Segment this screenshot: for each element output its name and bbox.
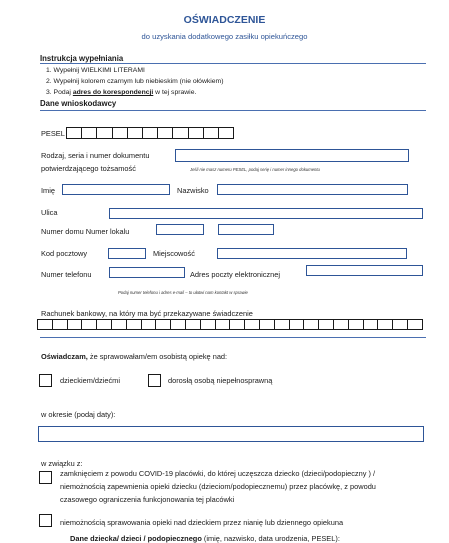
house-number-input[interactable] [156, 224, 204, 235]
instruction-item-2: 2. Wypełnij kolorem czarnym lub niebieskim (nie ołówkiem) [46, 78, 224, 85]
pesel-digit-cell[interactable] [188, 127, 204, 139]
pesel-digit-cell[interactable] [96, 127, 112, 139]
street-input[interactable] [109, 208, 423, 219]
reason-closure-checkbox[interactable] [39, 471, 52, 484]
bank-digit-cell[interactable] [185, 319, 201, 330]
street-label: Ulica [41, 208, 58, 217]
document-label-line2: potwierdzającego tożsamość [41, 164, 136, 173]
reason-nanny-text: niemożnością sprawowania opieki nad dzieckiem przez nianię lub dziennego opiekuna [60, 518, 344, 527]
bank-digit-cell[interactable] [81, 319, 97, 330]
email-label: Adres poczty elektronicznej [190, 270, 280, 279]
pesel-label: PESEL [41, 129, 65, 138]
phone-label: Numer telefonu [41, 270, 92, 279]
phone-input[interactable] [109, 267, 185, 278]
pesel-digit-cell[interactable] [81, 127, 97, 139]
bank-digit-cell[interactable] [37, 319, 53, 330]
period-label: w okresie (podaj daty): [41, 410, 116, 419]
bank-digit-cell[interactable] [67, 319, 83, 330]
bank-digit-cell[interactable] [333, 319, 349, 330]
reason-closure-text: zamknięciem z powodu COVID-19 placówki, do której uczęszcza dziecko (dzieci/podopieczny ) / [60, 469, 376, 478]
reason-label: w związku z: [41, 459, 83, 468]
last-name-label: Nazwisko [177, 186, 209, 195]
children-checkbox[interactable] [39, 374, 52, 387]
bank-digit-cell[interactable] [96, 319, 112, 330]
pesel-digit-cell[interactable] [203, 127, 219, 139]
reason-closure-text-line2: niemożnością zapewnienia opieki dziecku (dzieciom/podopiecznemu) przez placówkę, z powodu [60, 482, 376, 491]
pesel-digit-cell[interactable] [172, 127, 188, 139]
form-title: OŚWIADCZENIE [183, 14, 266, 26]
adult-checkbox[interactable] [148, 374, 161, 387]
bank-digit-cell[interactable] [170, 319, 186, 330]
contact-hint: Podaj numer telefonu i adres e-mail – to ułatwi nam kontakt w sprawie [118, 290, 248, 295]
adult-option-label: dorosłą osobą niepełnosprawną [168, 376, 273, 385]
email-input[interactable] [306, 265, 423, 276]
bank-digit-cell[interactable] [303, 319, 319, 330]
form-subtitle: do uzyskania dodatkowego zasiłku opiekuńczego [141, 32, 308, 41]
reason-nanny-checkbox[interactable] [39, 514, 52, 527]
declaration-lead: Oświadczam, że sprawowałam/em osobistą opiekę nad: [41, 352, 228, 361]
postal-code-input[interactable] [108, 248, 146, 259]
pesel-digit-cell[interactable] [66, 127, 82, 139]
bank-digit-cell[interactable] [200, 319, 216, 330]
bank-digit-cell[interactable] [363, 319, 379, 330]
bank-digit-cell[interactable] [407, 319, 423, 330]
postal-code-label: Kod pocztowy [41, 249, 88, 258]
bank-digit-cell[interactable] [141, 319, 157, 330]
first-name-input[interactable] [62, 184, 170, 195]
bank-digit-cell[interactable] [318, 319, 334, 330]
bank-digit-cell[interactable] [392, 319, 408, 330]
bank-digit-cell[interactable] [215, 319, 231, 330]
bank-digit-cell[interactable] [229, 319, 245, 330]
city-label: Miejscowość [153, 249, 195, 258]
pesel-digit-cell[interactable] [127, 127, 143, 139]
city-input[interactable] [217, 248, 407, 259]
document-input[interactable] [175, 149, 409, 162]
bank-digit-cell[interactable] [155, 319, 171, 330]
pesel-digit-cell[interactable] [112, 127, 128, 139]
bank-digit-cell[interactable] [259, 319, 275, 330]
instruction-item-1: 1. Wypełnij WIELKIMI LITERAMI [46, 67, 145, 74]
divider [40, 63, 426, 64]
bank-digit-cell[interactable] [348, 319, 364, 330]
first-name-label: Imię [41, 186, 55, 195]
bank-digit-cell[interactable] [377, 319, 393, 330]
house-flat-label: Numer domu Numer lokalu [41, 227, 130, 236]
document-label: Rodzaj, seria i numer dokumentu [41, 151, 150, 160]
flat-number-input[interactable] [218, 224, 274, 235]
instructions-heading: Instrukcja wypełniania [40, 54, 124, 63]
divider [40, 110, 426, 111]
last-name-input[interactable] [217, 184, 408, 195]
reason-closure-text-line3: czasowego ograniczenia funkcjonowania tej placówki [60, 495, 235, 504]
child-data-label: Dane dziecka/ dzieci / podopiecznego (imię, nazwisko, data urodzenia, PESEL): [70, 534, 340, 543]
applicant-heading: Dane wnioskodawcy [40, 99, 117, 108]
divider [40, 337, 426, 338]
pesel-digit-cell[interactable] [218, 127, 234, 139]
bank-digit-cell[interactable] [289, 319, 305, 330]
document-hint: Jeśli nie masz numeru PESEL, podaj serię i numer innego dokumentu [190, 167, 320, 172]
bank-digit-cell[interactable] [126, 319, 142, 330]
period-input[interactable] [38, 426, 424, 442]
bank-digit-cell[interactable] [52, 319, 68, 330]
children-option-label: dzieckiem/dziećmi [60, 376, 120, 385]
bank-account-label: Rachunek bankowy, na który ma być przekazywane świadczenie [41, 309, 253, 318]
bank-digit-cell[interactable] [111, 319, 127, 330]
bank-digit-cell[interactable] [274, 319, 290, 330]
pesel-digit-cell[interactable] [142, 127, 158, 139]
bank-digit-cell[interactable] [244, 319, 260, 330]
pesel-digit-cell[interactable] [157, 127, 173, 139]
instruction-item-3: 3. Podaj adres do korespondencji w tej sprawie. [46, 89, 197, 96]
